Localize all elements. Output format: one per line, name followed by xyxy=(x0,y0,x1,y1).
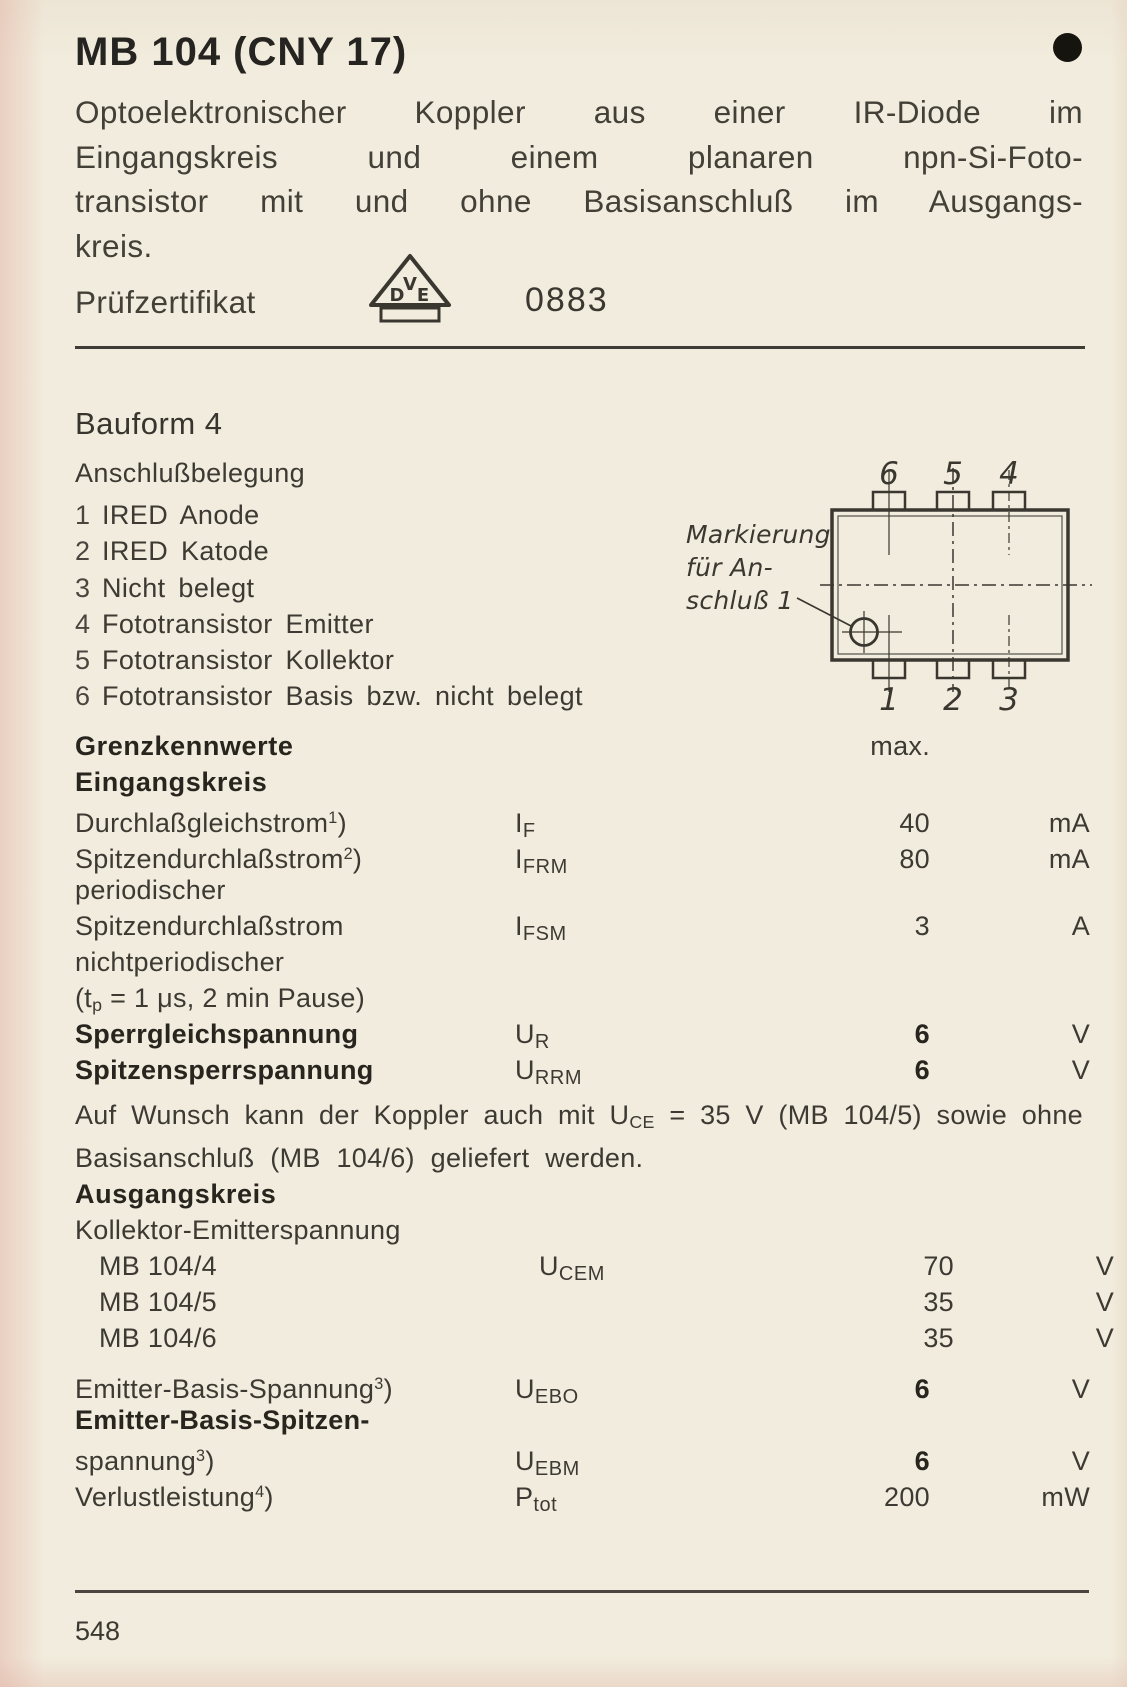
spec-row xyxy=(75,1212,1090,1248)
pin-label: IRED Anode xyxy=(102,500,260,530)
max-value: 6 xyxy=(914,1445,930,1476)
param-name xyxy=(75,1052,515,1088)
description-paragraph xyxy=(75,90,1083,268)
spec-row xyxy=(75,1366,1090,1408)
symbol-subscript: R xyxy=(534,1030,550,1053)
param-text-post: ) xyxy=(205,1445,215,1476)
pin-5-number: 5 xyxy=(943,456,963,492)
param-text: Kollektor-Emitterspannung xyxy=(75,1214,401,1245)
param-symbol xyxy=(515,1371,725,1415)
pointer-line xyxy=(797,598,853,627)
param-name xyxy=(75,1366,515,1407)
param-subscript: p xyxy=(92,994,103,1015)
pin-number: 2 xyxy=(75,536,91,567)
certificate-number: 0883 xyxy=(525,281,609,319)
footnote-marker: 3 xyxy=(196,1446,206,1465)
pin-3-number: 3 xyxy=(999,682,1019,718)
symbol-letter: U xyxy=(515,1373,535,1404)
page-title: MB 104 (CNY 17) xyxy=(75,30,408,74)
spec-row xyxy=(75,1052,1090,1088)
pin-list-item xyxy=(75,678,583,714)
spec-row xyxy=(75,1320,1114,1356)
param-name xyxy=(75,944,515,980)
param-text: Durchlaßgleichstrom xyxy=(75,807,329,838)
marking-note-line: schluß 1 xyxy=(686,586,794,615)
max-value: 35 xyxy=(923,1286,954,1317)
pin-number: 3 xyxy=(75,572,91,603)
pin-number: 5 xyxy=(75,645,91,676)
max-value: 6 xyxy=(914,1373,930,1404)
symbol-letter: I xyxy=(515,911,523,941)
symbol-letter: U xyxy=(515,1019,535,1049)
param-name xyxy=(75,1284,539,1320)
param-text: periodischer xyxy=(75,875,226,905)
pin-number: 4 xyxy=(75,608,91,639)
max-value: 200 xyxy=(884,1481,930,1512)
symbol-letter: I xyxy=(515,807,523,838)
bauform-heading: Bauform 4 xyxy=(75,406,223,441)
unit: mW xyxy=(1041,1481,1090,1512)
limit-values-table xyxy=(75,728,1114,1516)
pin-list-item xyxy=(75,606,583,642)
description-line: Optoelektronischer Koppler aus einer IR-Diode im xyxy=(75,94,1083,130)
footnote-marker: 1 xyxy=(328,809,338,827)
spec-row xyxy=(75,800,1090,842)
param-text: nichtperiodischer xyxy=(75,947,285,977)
description-line: transistor mit und ohne Basisanschluß im Ausgangs- xyxy=(75,183,1083,219)
spec-row xyxy=(75,1438,1090,1480)
note-subscript: CE xyxy=(629,1111,655,1132)
marking-note-line: Markierung xyxy=(686,520,831,549)
param-name xyxy=(75,1402,515,1438)
max-value: 6 xyxy=(914,1019,930,1049)
input-rows xyxy=(75,800,1090,1088)
note-text-post: = 35 V (MB 104/5) sowie ohne xyxy=(654,1100,1083,1130)
unit: V xyxy=(1071,1445,1090,1476)
param-text: Sperrgleichspannung xyxy=(75,1019,359,1049)
param-text-post: ) xyxy=(337,807,347,838)
param-symbol xyxy=(515,1479,725,1523)
output-section-row xyxy=(75,1176,1090,1212)
marking-note-line: für An- xyxy=(686,553,773,582)
param-name xyxy=(75,1212,515,1248)
symbol-subscript: RRM xyxy=(534,1066,583,1089)
vde-letter-d: D xyxy=(389,285,405,306)
param-name xyxy=(75,872,515,908)
symbol-letter: U xyxy=(515,1055,535,1085)
option-note-line2: Basisanschluß (MB 104/6) geliefert werden. xyxy=(75,1142,644,1173)
param-name xyxy=(75,1320,539,1356)
option-note-line1 xyxy=(75,1097,1083,1140)
symbol-subscript: FSM xyxy=(522,922,567,945)
limits-heading: Grenzkennwerte xyxy=(75,731,294,761)
vde-letter-e: E xyxy=(416,285,430,306)
vde-logo-icon xyxy=(364,252,456,328)
unit: V xyxy=(1071,1019,1090,1049)
max-value: 3 xyxy=(914,911,930,941)
unit: mA xyxy=(1048,843,1090,874)
pin-4-number: 4 xyxy=(999,456,1019,492)
param-symbol xyxy=(515,1052,725,1096)
param-text: Emitter-Basis-Spitzen- xyxy=(75,1404,370,1435)
symbol-letter: P xyxy=(515,1481,534,1512)
param-text: MB 104/5 xyxy=(99,1286,217,1317)
pin-6-number: 6 xyxy=(879,456,899,492)
max-column-header: max. xyxy=(870,731,930,761)
param-text: Verlustleistung xyxy=(75,1481,256,1512)
page-number: 548 xyxy=(75,1616,121,1646)
vde-letter-v: V xyxy=(403,274,417,295)
table-header-row xyxy=(75,728,1090,764)
symbol-letter: U xyxy=(539,1250,559,1281)
description-line: Eingangskreis und einem planaren npn-Si-Foto- xyxy=(75,138,1083,175)
pin-number: 6 xyxy=(75,681,91,712)
pin-label: Fototransistor Basis bzw. nicht belegt xyxy=(102,681,583,712)
param-text-post: = 1 μs, 2 min Pause) xyxy=(102,983,366,1013)
max-value: 40 xyxy=(899,807,930,838)
param-text: MB 104/4 xyxy=(99,1250,217,1281)
param-text: Spitzensperrspannung xyxy=(75,1055,374,1085)
symbol-letter: U xyxy=(515,1445,535,1476)
footnote-marker: 4 xyxy=(255,1482,265,1501)
param-text-post: ) xyxy=(352,843,363,874)
param-text: MB 104/6 xyxy=(99,1322,217,1353)
param-name xyxy=(75,908,515,944)
divider-rule-bottom xyxy=(75,1590,1089,1593)
note-text: Auf Wunsch kann der Koppler auch mit U xyxy=(75,1100,630,1130)
pin-list-item xyxy=(75,570,583,606)
max-value: 35 xyxy=(923,1322,954,1353)
package-outline-drawing xyxy=(770,440,1100,720)
input-section-row xyxy=(75,764,1090,800)
spec-row xyxy=(75,1016,1090,1052)
symbol-subscript: tot xyxy=(533,1493,558,1516)
unit: V xyxy=(1095,1322,1114,1353)
param-name xyxy=(75,1438,515,1479)
param-text: spannung xyxy=(75,1445,197,1476)
max-value: 70 xyxy=(923,1250,954,1281)
pin-assignment-heading: Anschlußbelegung xyxy=(75,458,306,488)
symbol-subscript: EBM xyxy=(534,1457,580,1480)
footnote-marker: 2 xyxy=(343,845,353,863)
spec-row xyxy=(75,1248,1114,1285)
unit: V xyxy=(1095,1286,1114,1317)
option-note xyxy=(75,1097,1083,1176)
max-value: 6 xyxy=(914,1055,930,1085)
pin-label: Fototransistor Kollektor xyxy=(102,645,395,676)
pin-assignment-list xyxy=(75,497,583,715)
symbol-subscript: F xyxy=(522,819,536,842)
spec-row xyxy=(75,908,1090,944)
max-value: 80 xyxy=(899,843,930,874)
footnote-marker: 3 xyxy=(374,1374,384,1393)
param-text: Spitzendurchlaßstrom xyxy=(75,911,344,941)
spec-row xyxy=(75,836,1090,878)
corner-dot-icon xyxy=(1053,33,1082,62)
spec-row xyxy=(75,1474,1090,1516)
symbol-subscript: CEM xyxy=(558,1262,605,1285)
unit: V xyxy=(1095,1250,1114,1281)
unit: mA xyxy=(1048,807,1090,838)
pin-list-item xyxy=(75,497,583,533)
pin-list-item xyxy=(75,642,583,678)
param-text-post: ) xyxy=(383,1373,393,1404)
param-symbol xyxy=(515,908,725,952)
param-text-post: ) xyxy=(264,1481,274,1512)
param-symbol xyxy=(539,1248,749,1292)
symbol-subscript: EBO xyxy=(534,1385,579,1408)
param-name xyxy=(75,836,515,877)
param-name xyxy=(75,1248,539,1284)
symbol-subscript: FRM xyxy=(522,855,568,878)
certificate-label: Prüfzertifikat xyxy=(75,284,256,320)
input-circuit-heading: Eingangskreis xyxy=(75,767,268,797)
pin-1-number: 1 xyxy=(879,682,899,718)
param-name xyxy=(75,1016,515,1052)
param-name xyxy=(75,800,515,841)
unit: A xyxy=(1071,911,1090,941)
pin-number: 1 xyxy=(75,500,91,530)
param-symbol xyxy=(515,841,725,885)
pin-2-number: 2 xyxy=(943,682,963,718)
pin-label: Fototransistor Emitter xyxy=(102,608,374,639)
description-line: kreis. xyxy=(75,227,153,264)
output-rows xyxy=(75,1212,1114,1516)
param-text: Spitzendurchlaßstrom xyxy=(75,843,344,874)
pin-label: Nicht belegt xyxy=(102,572,255,603)
param-text: (t xyxy=(75,983,93,1013)
symbol-letter: I xyxy=(515,843,523,874)
pin-list-item xyxy=(75,533,583,569)
output-circuit-heading: Ausgangskreis xyxy=(75,1178,277,1209)
param-text: Emitter-Basis-Spannung xyxy=(75,1373,375,1404)
param-name xyxy=(75,1474,515,1515)
unit: V xyxy=(1071,1055,1090,1085)
pin-label: IRED Katode xyxy=(102,536,269,567)
spec-row xyxy=(75,980,1090,1016)
unit: V xyxy=(1071,1373,1090,1404)
divider-rule-top xyxy=(75,346,1085,349)
